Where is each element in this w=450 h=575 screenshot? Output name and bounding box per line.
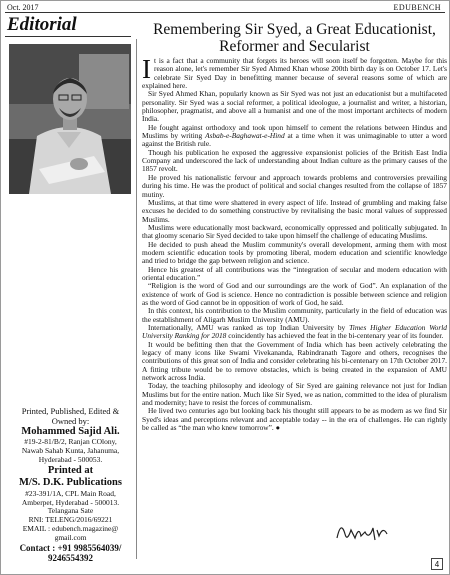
section-title: Editorial — [7, 14, 77, 35]
article-paragraph: It would be befitting then that the Government of India which has been actively celebrating the legacy of many icons like Swami Vivekananda, Rabindranath Tagore and others, recognises the contributions of this great son of India and consider celebrating his bi-centenary on 17th October 2017. A fitting tribute would be to remove obstacles, which is being created in the expansion of AMU network across India. — [142, 339, 447, 383]
article-paragraph: Muslims were educationally most backward, economically oppressed and politically subjugated. In that gloomy scenario Sir Syed decided to take upon himself the challenge of educating Muslims. — [142, 222, 447, 241]
article-paragraph: He decided to push ahead the Muslim community's overall development, arming them with most modern scientific education tools by promoting liberal, modern education and scientific knowledge and tried to bridge the gap between religion and science. — [142, 239, 447, 266]
header-rule — [5, 12, 445, 13]
publisher-credits — [7, 406, 134, 564]
page-number: 4 — [431, 558, 443, 570]
email-line: EMAIL : edubench.magazine@ — [22, 524, 119, 534]
owner-address: Hyderabad - 500053. — [38, 455, 103, 465]
owner-address: Nawab Sahab Kunta, Jahanuma, — [21, 446, 120, 456]
article-paragraph: He proved his nationalistic fervour and approach towards problems and controversies prevailing during his time. He was the product of political and social changes resulted from the collapse of 1857 mutiny. — [142, 172, 447, 199]
editor-photo — [9, 44, 131, 194]
article-paragraph: Hence his greatest of all contributions was the “integration of secular and modern education with oriental education.” — [142, 264, 447, 282]
drop-cap: I — [142, 54, 151, 84]
article-paragraph: Though his publication he exposed the aggressive expansionist policies of the British East India Company and underscored the lack of understanding about Indian culture as the primary causes of the 1857 revolt. — [142, 147, 447, 174]
magazine-brand: EDUBENCH — [393, 3, 441, 12]
section-rule — [5, 36, 131, 37]
printed-at-label: Printed at — [47, 464, 94, 476]
editor-signature — [331, 516, 391, 546]
article-paragraph: In this context, his contribution to the Muslim community, particularly in the field of education was the establishment of Aligarh Muslim University (AMU). — [142, 306, 447, 324]
press-address: Amberpet, Hyderabad - 500013. — [21, 497, 120, 507]
credits-line: Printed, Published, Edited & — [21, 406, 120, 416]
article-paragraph: It is a fact that a community that forgets its heroes will soon itself be forgotten. Maybe for this reason alone, let's remember Sir Syed Ahmed Khan whose 200th birth day is on October 17. Let's celebrate Sir Syed Day in benefitting manner because of several reasons some of which are explained here. — [142, 54, 447, 91]
press-name: M/S. D.K. Publications — [19, 477, 122, 489]
article-paragraph: Muslims, at that time were shattered in every aspect of life. Instead of grumbling and making false excuses he decided to do something constructive by revitalising the basic moral values of suppressed Muslims. — [142, 197, 447, 224]
article-title: Remembering Sir Syed, a Great Educationist, Reformer and Secularist — [153, 21, 436, 56]
article-paragraph: Sir Syed Ahmed Khan, popularly known as Sir Syed was not just an educationist but a multifaceted personality. Sir Syed was a social reformer, a political ideologue, a journalist and writer, a historian, philosopher, pragmatist, and above all a humanist and one of the most important architects of modern India. — [142, 89, 447, 124]
contact-line: 9246554392 — [48, 553, 93, 564]
contact-line: Contact : +91 9985564039/ — [19, 542, 122, 553]
article-paragraph: He lived two centuries ago but looking back his thought still appears to be as modern as we find Sir Syed's ideas and perceptions relevant and acceptable today -- in the era of challenges. He can rightly be called as “the man who knew tomorrow”. ● — [142, 406, 447, 433]
issue-date: Oct. 2017 — [7, 3, 39, 12]
column-divider — [136, 39, 137, 559]
article-paragraph: He fought against orthodoxy and took upon himself to cement the relations between Hindus and Muslims by writing Asbab-e-Baghawat-e-Hind at a time when it was unimaginable to utter a word against the British rule. — [142, 122, 447, 149]
credits-line: Owned by: — [51, 416, 90, 427]
article-body — [142, 54, 448, 433]
article-paragraph: Internationally, AMU was ranked as top Indian University by Times Higher Education World University Ranking for 2018 coincidently has achieved the feat in the bi-centenary year of its founder. — [142, 323, 448, 341]
press-address: Telangana Sate — [47, 506, 94, 516]
rni-number: RNI: TELENG/2016/69221 — [28, 515, 113, 525]
article-paragraph: “Religion is the word of God and our surroundings are the work of God”. An explanation of the existence of work of God is science. Hence no contradiction is possible between science and religion as the word of God cannot be in opposition of work of God, he said. — [142, 281, 447, 307]
owner-name: Mohammed Sajid Ali. — [21, 426, 120, 438]
email-line: gmail.com — [54, 532, 87, 542]
article-paragraph: Today, the teaching philosophy and ideology of Sir Syed are gaining relevance not just for Indian Muslims but for the entire nation. Much like Sir Syed, we as nation, committed to the idea of pluralism and modernity; have to resist the forces of communalism. — [142, 381, 447, 408]
owner-address: #19-2-81/B/2, Ranjan COlony, — [24, 437, 117, 447]
press-address: #23-391/1A, CPL Main Road, — [25, 488, 116, 498]
